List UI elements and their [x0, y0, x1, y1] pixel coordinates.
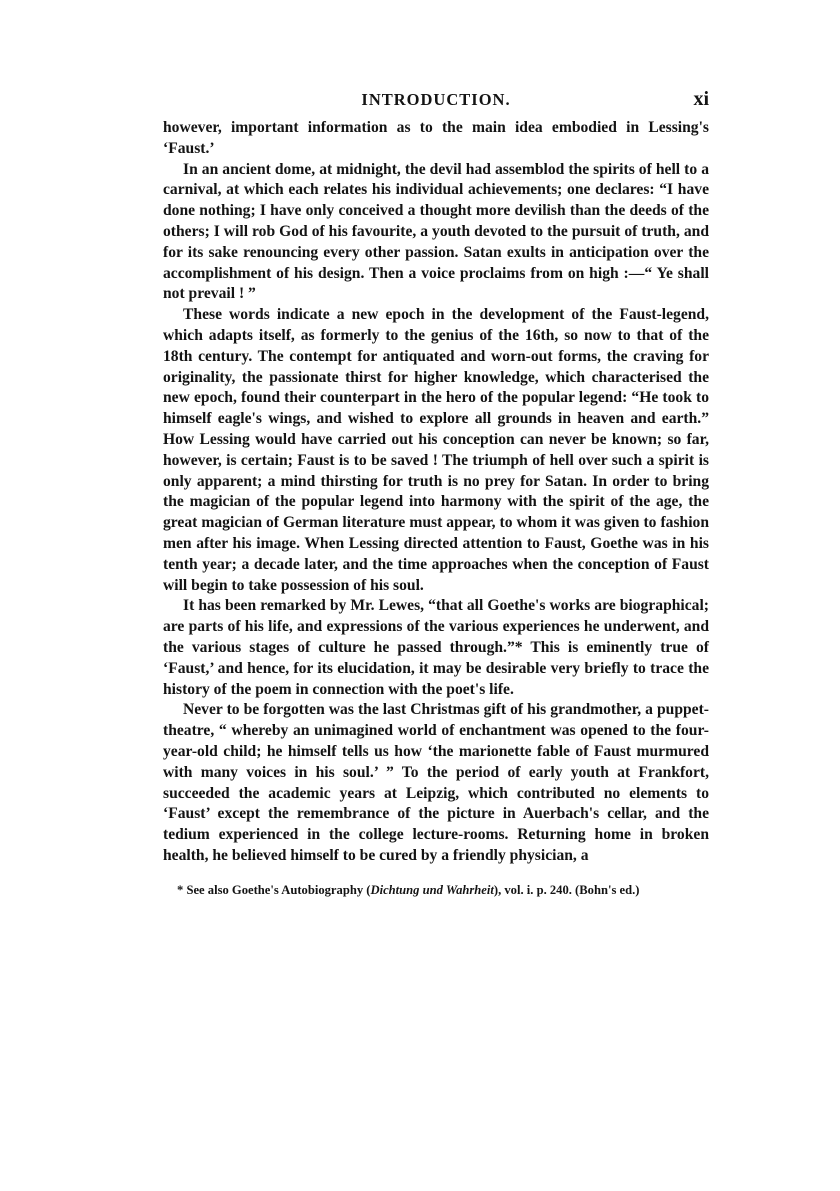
paragraph-1: however, important information as to the main idea embodied in Lessing's ‘Faust.’	[163, 119, 709, 157]
footnote-text	[163, 881, 709, 899]
footnote-lead: * See also Goethe's Autobiography (	[177, 882, 371, 897]
paragraph-5: Never to be forgotten was the last Christmas gift of his grandmother, a puppet-theatre, “ whereby an unimagined world of enchantment was opened to the four-year-old child; he himself tells us how ‘the marionette fable of Faust murmured with many voices in his soul.’ ” To the period of early youth at Frankfort, succeeded the academic years at Leipzig, which contributed no elements to ‘Faust’ except the remembrance of the picture in Auerbach's cellar, and the tedium experienced in the college lecture-rooms. Returning home in broken health, he believed himself to be cured by a friendly physician, a	[163, 701, 709, 864]
page-number: xi	[693, 88, 709, 110]
paragraph-4: It has been remarked by Mr. Lewes, “that all Goethe's works are biographical; are parts of his life, and expressions of the various experiences he underwent, and the various stages of culture he passed through.”* This is eminently true of ‘Faust,’ and hence, for its elucidation, it may be desirable very briefly to trace the history of the poem in connection with the poet's life.	[163, 597, 709, 698]
footnote-tail: ), vol. i. p. 240. (Bohn's ed.)	[493, 882, 640, 897]
paragraph-3: These words indicate a new epoch in the development of the Faust-legend, which adapts itself, as formerly to the genius of the 16th, so now to that of the 18th century. The contempt for antiquated and worn-out forms, the craving for originality, the passionate thirst for higher knowledge, which characterised the new epoch, found their counterpart in the hero of the popular legend: “He took to himself eagle's wings, and wished to explore all grounds in heaven and earth.” How Lessing would have carried out his conception can never be known; so far, however, is certain; Faust is to be saved ! The triumph of hell over such a spirit is only apparent; a mind thirsting for truth is no prey for Satan. In order to bring the magician of the popular legend into harmony with the spirit of the age, the great magician of German literature must appear, to whom it was given to fashion men after his image. When Lessing directed attention to Faust, Goethe was in his tenth year; a decade later, and the time approaches when the conception of Faust will begin to take possession of his soul.	[163, 306, 709, 594]
running-head	[163, 88, 709, 118]
footnote	[163, 881, 709, 899]
paragraph-2: In an ancient dome, at midnight, the devil had assemblod the spirits of hell to a carnival, at which each relates his individual achievements; one declares: “I have done nothing; I have only conceived a thought more devilish than the deeds of the others; I will rob God of his favourite, a youth devoted to the pursuit of truth, and for its sake renouncing every other passion. Satan exults in anticipation over the accomplishment of his design. Then a voice proclaims from on high :—“ Ye shall not prevail ! ”	[163, 160, 709, 303]
running-title: INTRODUCTION.	[361, 90, 511, 109]
body-text	[163, 118, 709, 867]
footnote-title: Dichtung und Wahrheit	[370, 882, 494, 897]
book-page	[163, 88, 709, 899]
